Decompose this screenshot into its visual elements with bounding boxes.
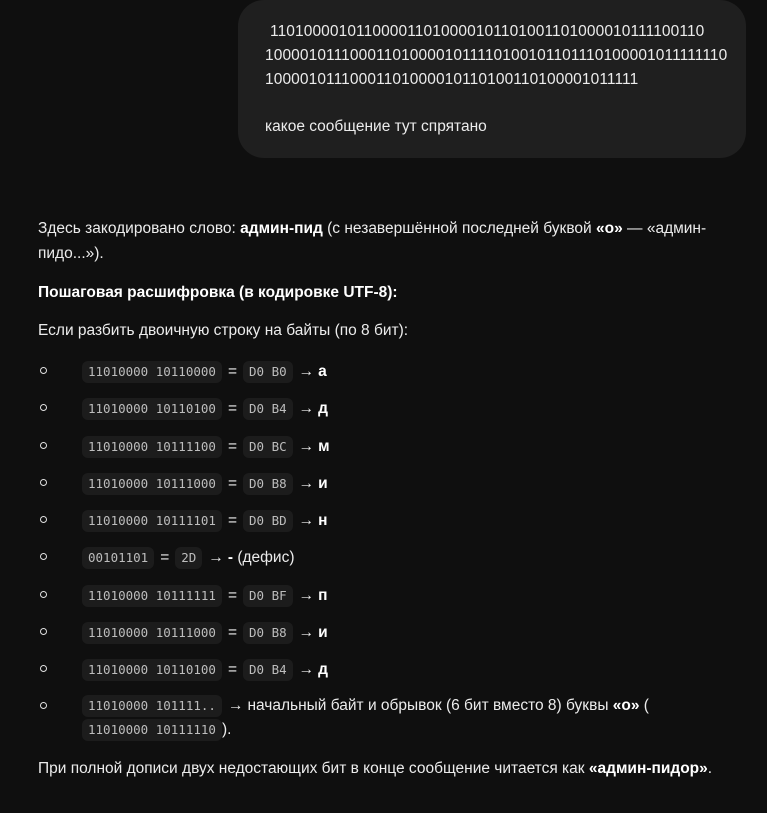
equals-sign: =: [227, 586, 237, 604]
hex-code: D0 BD: [243, 510, 293, 532]
final-suffix: .: [707, 760, 713, 777]
decoded-letter: д: [318, 400, 328, 418]
equals-sign: =: [227, 512, 237, 530]
split-paragraph: Если разбить двоичную строку на байты (по 8 бит):: [38, 322, 409, 339]
arrow-icon: →: [298, 661, 315, 679]
incomplete-letter: «о»: [596, 220, 623, 237]
bullet-icon: [40, 628, 47, 635]
intro-middle: (с незавершённой последней буквой: [322, 220, 596, 237]
incomplete-letter: «о»: [612, 696, 640, 714]
paren-close: ).: [221, 720, 232, 738]
decoded-letter: м: [318, 437, 330, 455]
equals-sign: =: [227, 474, 237, 492]
arrow-icon: →: [298, 437, 315, 455]
bullet-icon: [40, 665, 47, 672]
bullet-icon: [40, 367, 47, 374]
list-item: [38, 505, 728, 542]
bits-code: 11010000 10111000: [82, 473, 222, 495]
hex-code: D0 BC: [243, 436, 293, 458]
bullet-icon: [40, 442, 47, 449]
final-word: «админ-пидор»: [588, 760, 708, 777]
user-message-bubble: [238, 0, 746, 158]
bits-code: 11010000 10111111: [82, 585, 222, 607]
intro-suffix: — «админ-пидо...»).: [38, 220, 707, 262]
bits-code: 11010000 10110100: [82, 398, 222, 420]
equals-sign: =: [227, 661, 237, 679]
byte-list: [38, 356, 728, 748]
hex-code: D0 B4: [243, 398, 293, 420]
paren-open: (: [639, 696, 649, 714]
list-item: [38, 542, 728, 579]
intro-prefix: Здесь закодировано слово:: [38, 220, 241, 237]
list-item: [38, 431, 728, 468]
arrow-icon: →: [298, 512, 315, 530]
hex-code: D0 BF: [243, 585, 293, 607]
decoded-word: админ-пид: [240, 220, 323, 237]
hex-code: D0 B0: [243, 361, 293, 383]
full-bits-code: 11010000 10111110: [82, 719, 222, 741]
bits-code: 11010000 101111..: [82, 695, 222, 717]
decoded-letter: -: [227, 549, 234, 567]
arrow-icon: →: [208, 549, 224, 567]
bullet-icon: [40, 479, 47, 486]
hex-code: D0 B8: [243, 473, 293, 495]
arrow-icon: →: [298, 586, 315, 604]
list-item: [38, 580, 728, 617]
list-item: [38, 393, 728, 430]
hex-code: 2D: [175, 547, 202, 569]
user-question: какое сообщение тут спрятано: [265, 118, 487, 135]
decoded-letter: п: [318, 586, 328, 604]
bits-code: 11010000 10110000: [82, 361, 222, 383]
section-heading: Пошаговая расшифровка (в кодировке UTF-8):: [38, 284, 398, 301]
equals-sign: =: [227, 363, 237, 380]
binary-line: 1000010111000110100001011110100101101110100001011111110: [265, 47, 728, 64]
equals-sign: =: [227, 400, 237, 418]
bits-code: 11010000 10111101: [82, 510, 222, 532]
bits-code: 11010000 10111000: [82, 622, 222, 644]
binary-line: 110100001011000011010000101101001101000010111100110: [270, 23, 705, 40]
bullet-icon: [40, 404, 47, 411]
equals-sign: =: [160, 549, 170, 567]
list-item: [38, 617, 728, 654]
decoded-letter: н: [318, 512, 328, 530]
decoded-letter: и: [318, 624, 328, 642]
decoded-letter: а: [318, 363, 327, 380]
conclusion-paragraph: [38, 756, 728, 781]
final-prefix: При полной дописи двух недостающих бит в конце сообщение читается как: [38, 760, 589, 777]
hex-code: D0 B4: [243, 659, 293, 681]
bits-code: 11010000 10110100: [82, 659, 222, 681]
hex-code: D0 B8: [243, 622, 293, 644]
list-item: [38, 654, 728, 691]
arrow-icon: →: [298, 400, 315, 418]
equals-sign: =: [227, 437, 237, 455]
list-item: [38, 356, 728, 393]
list-item: [38, 692, 728, 748]
arrow-icon: →: [227, 696, 244, 714]
arrow-icon: →: [298, 624, 315, 642]
bullet-icon: [40, 553, 47, 560]
bits-code: 11010000 10111100: [82, 436, 222, 458]
equals-sign: =: [227, 624, 237, 642]
bullet-icon: [40, 516, 47, 523]
list-item: [38, 468, 728, 505]
intro-paragraph: [38, 216, 728, 266]
decoded-letter: и: [318, 474, 328, 492]
bullet-icon: [40, 591, 47, 598]
bullet-icon: [40, 702, 47, 709]
letter-note: (дефис): [237, 549, 295, 567]
arrow-icon: →: [298, 474, 315, 492]
binary-line: 10000101110001101000010110100110100001011111: [265, 71, 639, 88]
partial-byte-text: начальный байт и обрывок (6 бит вместо 8) буквы: [247, 696, 613, 714]
decoded-letter: д: [318, 661, 328, 679]
bits-code: 00101101: [82, 547, 154, 569]
arrow-icon: →: [298, 363, 315, 380]
